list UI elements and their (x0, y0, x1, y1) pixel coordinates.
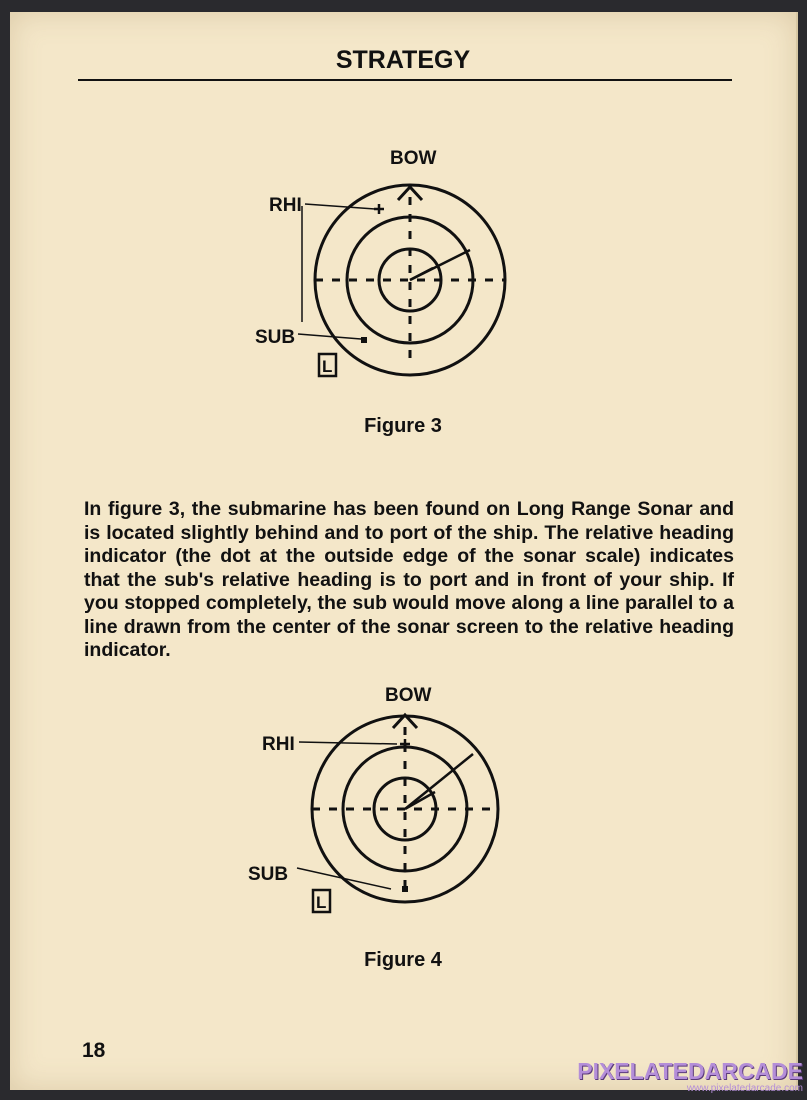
l-box-label: L (322, 357, 333, 376)
figure-3 (205, 142, 605, 422)
title-rule (78, 79, 732, 81)
bow-label: BOW (385, 685, 432, 706)
body-paragraph: In figure 3, the submarine has been found on Long Range Sonar and is located slightly behind and to port of the ship. The relative heading indicator (the dot at the outside edge of the sonar scale) indicates that the sub's relative heading is to port and in front of your ship. If you stopped completely, the sub would move along a line parallel to a line drawn from the center of the sonar screen to the relative heading indicator. (84, 498, 734, 661)
heading-line-short (405, 792, 435, 809)
sub-dot (361, 337, 367, 343)
sub-leader (297, 868, 391, 889)
watermark (577, 1058, 803, 1094)
sub-leader (298, 334, 361, 339)
rhi-leader (305, 204, 375, 209)
figure-3-caption: Figure 3 (364, 415, 442, 437)
heading-line-short (410, 268, 433, 280)
rhi-label: RHI (262, 734, 295, 755)
heading-line-long (405, 754, 473, 809)
rhi-label: RHI (269, 195, 302, 216)
watermark-name: PIXELATEDARCADE (577, 1058, 803, 1084)
sub-label: SUB (248, 864, 289, 885)
manual-page (10, 12, 798, 1090)
watermark-url: www.pixelatedarcade.com (686, 1083, 803, 1094)
figure-4-caption: Figure 4 (364, 949, 442, 971)
sub-dot (402, 886, 408, 892)
rhi-plus-marker (374, 204, 384, 214)
page-title: STRATEGY (335, 46, 471, 74)
l-box-label: L (316, 893, 327, 912)
page-number: 18 (82, 1039, 106, 1062)
sonar-diagram-3 (205, 142, 605, 422)
sonar-diagram-4 (205, 672, 605, 952)
figure-4 (205, 672, 605, 952)
sub-label: SUB (255, 327, 296, 348)
bow-label: BOW (390, 148, 437, 169)
rhi-leader (299, 742, 397, 744)
